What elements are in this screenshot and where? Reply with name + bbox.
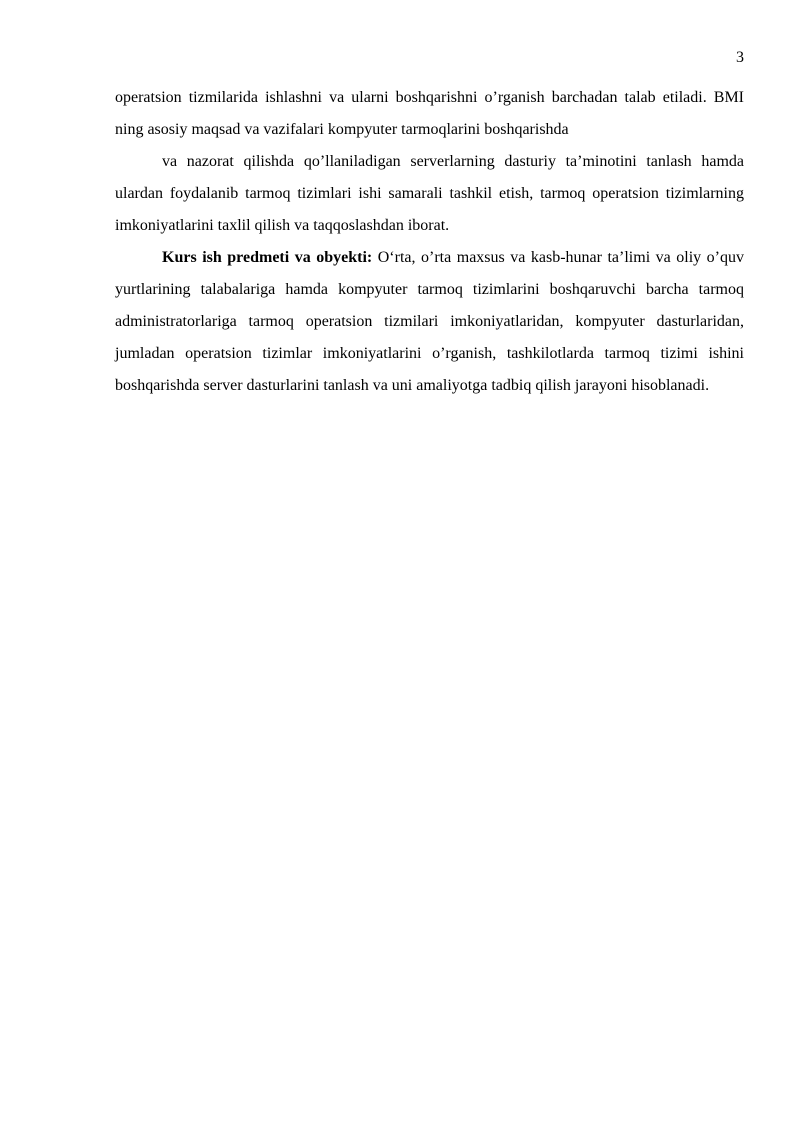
- document-body: [115, 82, 744, 402]
- subject-object-text: O‘rta, o’rta maxsus va kasb-hunar ta’limi va oliy o’quv yurtlarining talabalariga hamda kompyuter tarmoq tizimlarini boshqaruvchi barcha tarmoq administratorlariga tarmoq operatsion tizmilari imkoniyatlaridan, kompyuter dasturlaridan, jumladan operatsion tizimlar imkoniyatlarini o’rganish, tashkilotlarda tarmoq tizimi ishini boshqarishda server dasturlarini tanlash va uni amaliyotga tadbiq qilish jarayoni hisoblanadi.: [115, 249, 745, 394]
- paragraph-intro: operatsion tizmilarida ishlashni va ularni boshqarishni o’rganish barchadan talab etiladi. BMI ning asosiy maqsad va vazifalari kompyuter tarmoqlarini boshqarishda: [115, 89, 744, 138]
- paragraph-goals: va nazorat qilishda qo’llaniladigan serverlarning dasturiy ta’minotini tanlash hamda ulardan foydalanib tarmoq tizimlari ishi samarali tashkil etish, tarmoq operatsion tizimlarning imkoniyatlarini taxlil qilish va taqqoslashdan iborat.: [115, 153, 744, 234]
- page-number: 3: [736, 49, 744, 66]
- paragraph-subject-object: [115, 242, 744, 402]
- subject-object-heading: Kurs ish predmeti va obyekti:: [162, 249, 373, 266]
